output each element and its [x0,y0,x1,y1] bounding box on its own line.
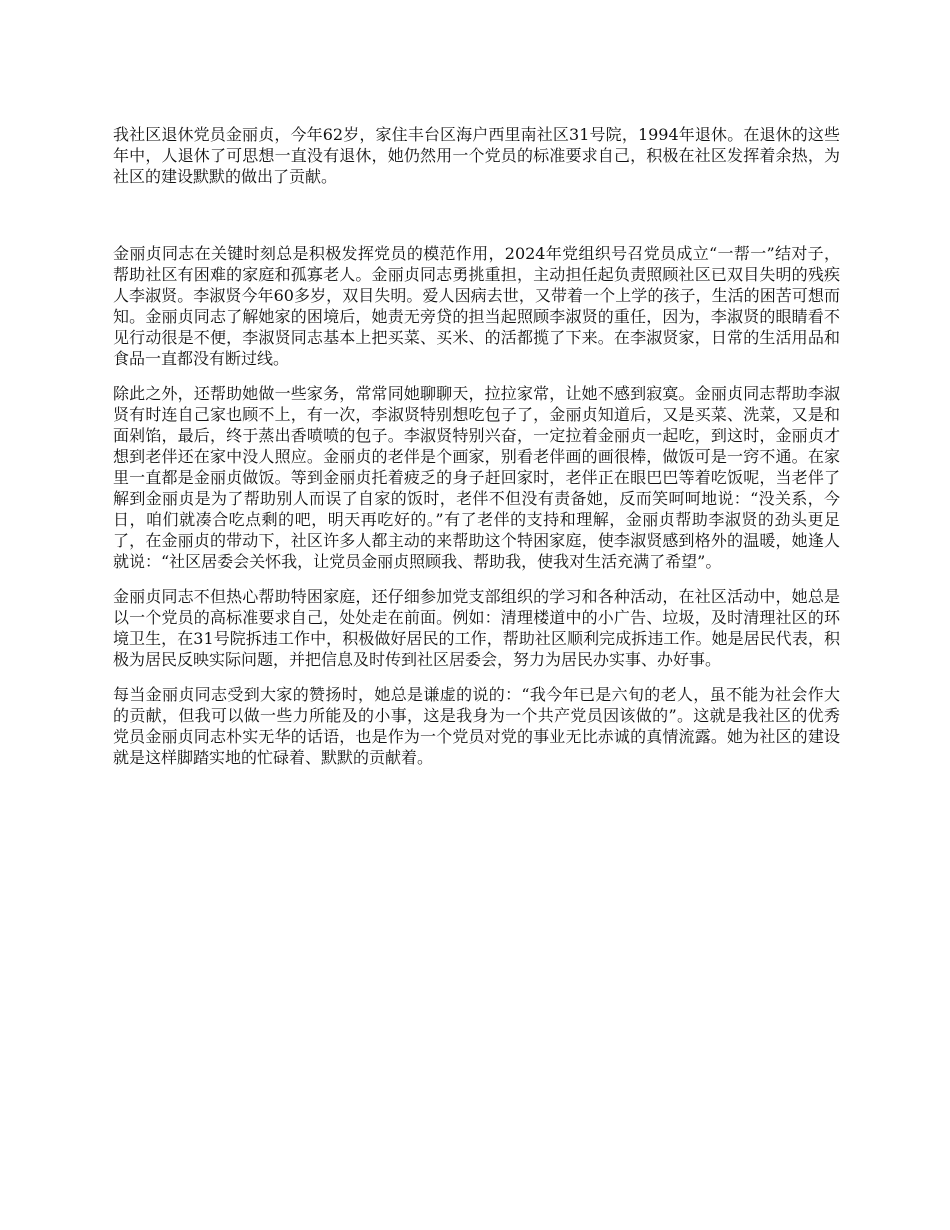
paragraph-4: 金丽贞同志不但热心帮助特困家庭，还仔细参加党支部组织的学习和各种活动，在社区活动中，她总是以一个党员的高标准要求自己，处处走在前面。例如：清理楼道中的小广告、垃圾，及时清理社区的环境卫生，在31号院拆违工作中，积极做好居民的工作，帮助社区顺利完成拆违工作。她是居民代表，积极为居民反映实际问题，并把信息及时传到社区居委会，努力为居民办实事、办好事。 [113,587,840,669]
paragraph-5: 每当金丽贞同志受到大家的赞扬时，她总是谦虚的说的：“我今年已是六旬的老人，虽不能为社会作大的贡献，但我可以做一些力所能及的小事，这是我身为一个共产党员因该做的”。这就是我社区的优秀党员金丽贞同志朴实无华的话语，也是作为一个党员对党的事业无比赤诚的真情流露。她为社区的建设就是这样脚踏实地的忙碌着、默默的贡献着。 [113,685,840,767]
paragraph-3: 除此之外，还帮助她做一些家务，常常同她聊聊天，拉拉家常，让她不感到寂寞。金丽贞同志帮助李淑贤有时连自己家也顾不上，有一次，李淑贤特别想吃包子了，金丽贞知道后，又是买菜、洗菜，又是和面剁馅，最后，终于蒸出香喷喷的包子。李淑贤特别兴奋，一定拉着金丽贞一起吃，到这时，金丽贞才想到老伴还在家中没人照应。金丽贞的老伴是个画家，别看老伴画的画很棒，做饭可是一窍不通。在家里一直都是金丽贞做饭。等到金丽贞托着疲乏的身子赶回家时，老伴正在眼巴巴等着吃饭呢，当老伴了解到金丽贞是为了帮助别人而误了自家的饭时，老伴不但没有责备她，反而笑呵呵地说：“没关系，今日，咱们就凑合吃点剩的吧，明天再吃好的。”有了老伴的支持和理解，金丽贞帮助李淑贤的劲头更足了，在金丽贞的带动下，社区许多人都主动的来帮助这个特困家庭，使李淑贤感到格外的温暖，她逢人就说：“社区居委会关怀我，让党员金丽贞照顾我、帮助我，使我对生活充满了希望”。 [113,384,840,571]
paragraph-2: 金丽贞同志在关键时刻总是积极发挥党员的模范作用，2024年党组织号召党员成立“一帮一”结对子，帮助社区有困难的家庭和孤寡老人。金丽贞同志勇挑重担，主动担任起负责照顾社区已双目失明的残疾人李淑贤。李淑贤今年60多岁，双目失明。爱人因病去世，又带着一个上学的孩子，生活的困苦可想而知。金丽贞同志了解她家的困境后，她责无旁贷的担当起照顾李淑贤的重任，因为，李淑贤的眼睛看不见行动很是不便，李淑贤同志基本上把买菜、买米、的活都揽了下来。在李淑贤家，日常的生活用品和食品一直都没有断过线。 [113,244,840,368]
document-body [113,124,840,782]
paragraph-1: 我社区退休党员金丽贞，今年62岁，家住丰台区海户西里南社区31号院，1994年退休。在退休的这些年中，人退休了可思想一直没有退休，她仍然用一个党员的标准要求自己，积极在社区发挥着余热，为社区的建设默默的做出了贡献。 [113,125,840,186]
